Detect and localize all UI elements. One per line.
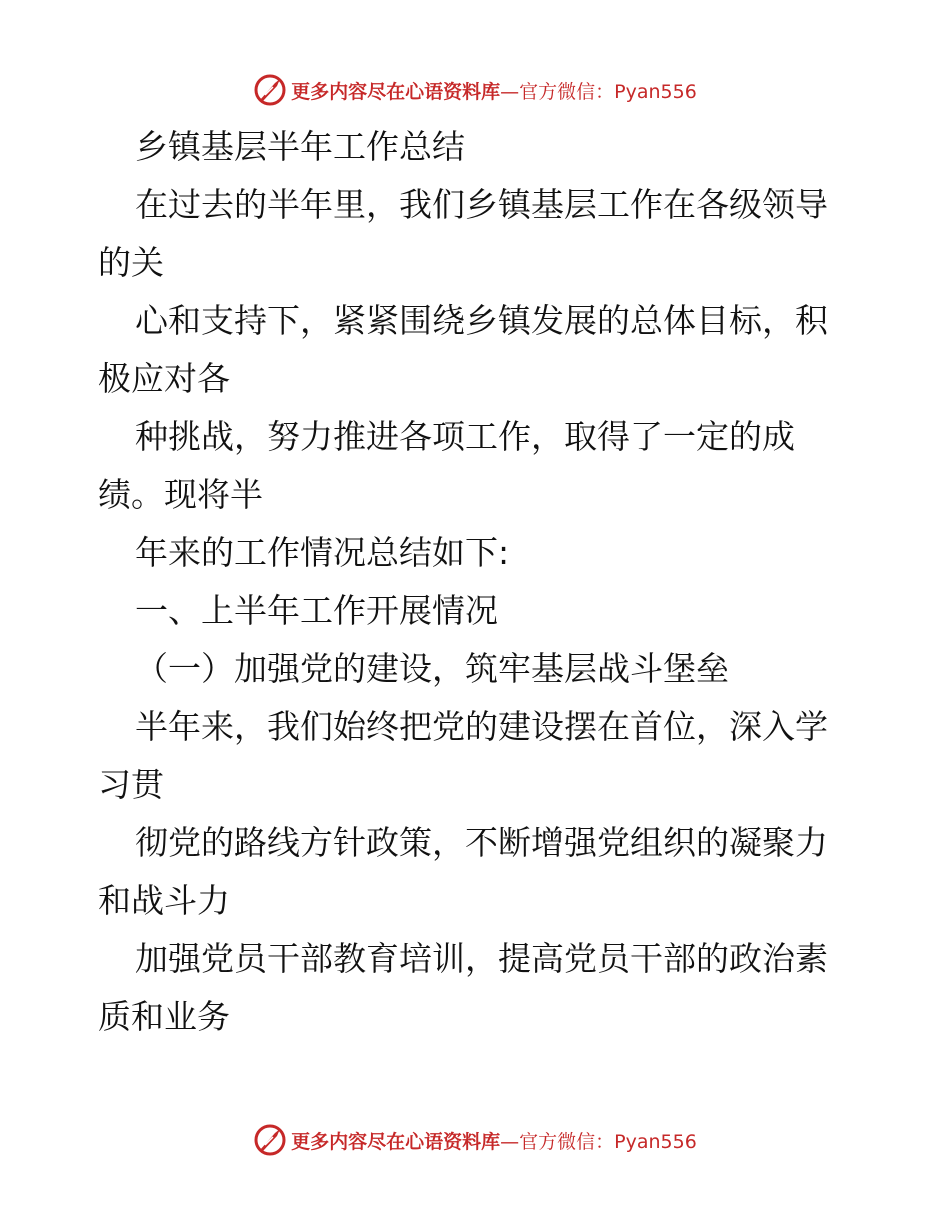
quill-pen-logo-icon <box>253 1123 287 1157</box>
banner-title: 更多内容尽在心语资料库 <box>291 80 501 103</box>
text-line: 质和业务 <box>98 997 230 1036</box>
text-line: 和战斗力 <box>98 881 230 920</box>
text-line: 加强党员干部教育培训，提高党员干部的政治素 <box>135 939 828 978</box>
text-line: 年来的工作情况总结如下: <box>135 533 510 572</box>
text-line: 习贯 <box>98 765 164 804</box>
footer-watermark-banner <box>0 1120 950 1160</box>
banner-wechat: —官方微信：Pyan556 <box>500 1130 697 1153</box>
text-line: 在过去的半年里，我们乡镇基层工作在各级领导 <box>135 185 828 224</box>
header-watermark-banner <box>0 70 950 110</box>
document-title: 乡镇基层半年工作总结 <box>135 127 465 166</box>
banner-wechat: —官方微信：Pyan556 <box>500 80 697 103</box>
document-body <box>98 118 868 1046</box>
text-line: 心和支持下，紧紧围绕乡镇发展的总体目标，积 <box>135 301 828 340</box>
banner-title: 更多内容尽在心语资料库 <box>291 1130 501 1153</box>
section-heading: 一、上半年工作开展情况 <box>135 591 498 630</box>
quill-pen-logo-icon <box>253 73 287 107</box>
subsection-heading: （一）加强党的建设，筑牢基层战斗堡垒 <box>135 649 729 688</box>
text-line: 半年来，我们始终把党的建设摆在首位，深入学 <box>135 707 828 746</box>
text-line: 的关 <box>98 243 164 282</box>
text-line: 种挑战，努力推进各项工作，取得了一定的成 <box>135 417 795 456</box>
text-line: 彻党的路线方针政策，不断增强党组织的凝聚力 <box>135 823 828 862</box>
text-line: 绩。现将半 <box>98 475 263 514</box>
text-line: 极应对各 <box>98 359 230 398</box>
